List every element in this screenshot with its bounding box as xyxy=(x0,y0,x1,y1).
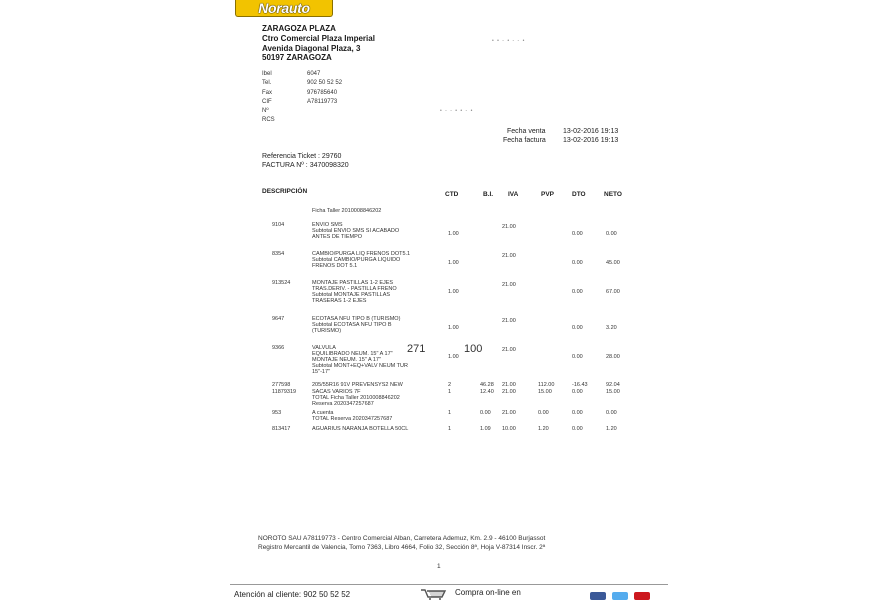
row-bi: 1.09 xyxy=(480,426,491,432)
store-info-value: A78119773 xyxy=(307,99,338,105)
row-ctd: 1.00 xyxy=(448,289,459,295)
row-code: 953 xyxy=(272,410,282,416)
row-pvp: 0.00 xyxy=(538,410,549,416)
row-code: 11879319 xyxy=(272,389,297,395)
row-description: TRAS.DERIV. - PASTILLA FRENO xyxy=(312,286,397,292)
row-iva: 21.00 xyxy=(502,389,516,395)
row-bi: 46.28 xyxy=(480,382,494,388)
redacted-text: • • ‑ • ‑ ‑ • xyxy=(492,38,526,44)
row-iva: 21.00 xyxy=(502,282,516,288)
norauto-logo xyxy=(235,0,333,17)
page-number: 1 xyxy=(437,563,441,570)
youtube-icon[interactable] xyxy=(634,592,650,600)
row-iva: 21.00 xyxy=(502,410,516,416)
store-info-value: 6047 xyxy=(307,71,321,77)
invoice-number-value: 3470098320 xyxy=(309,162,349,169)
row-description: Subtotal ECOTASA NFU TIPO B xyxy=(312,322,392,328)
header-pvp: PVP xyxy=(541,191,555,198)
header-dto: DTO xyxy=(572,191,586,198)
row-description: ECOTASA NFU TIPO B (TURISMO) xyxy=(312,316,401,322)
row-description: EQUILIBRADO NEUM. 15" A 17" xyxy=(312,351,393,357)
row-ctd: 1 xyxy=(448,410,452,416)
header-ctd: CTD xyxy=(445,191,459,198)
row-description: ANTES DE TIEMPO xyxy=(312,234,363,240)
row-dto: 0.00 xyxy=(572,354,583,360)
row-iva: 21.00 xyxy=(502,382,516,388)
store-info-label: Nº xyxy=(262,108,269,114)
row-neto: 15.00 xyxy=(606,389,620,395)
store-address-2: Avenida Diagonal Plaza, 3 xyxy=(262,44,361,53)
row-neto: 92.04 xyxy=(606,382,620,388)
invoice-date-label: Fecha factura xyxy=(503,137,546,144)
row-description: 205/55R16 91V PREVENSYS2 NEW xyxy=(312,382,403,388)
row-bi: 0.00 xyxy=(480,410,491,416)
ticket-ref-label: Referencia Ticket : xyxy=(262,153,320,160)
twitter-icon[interactable] xyxy=(612,592,628,600)
receipt-page xyxy=(215,0,667,600)
row-code: 913524 xyxy=(272,280,291,286)
row-description: 15"-17" xyxy=(312,369,330,375)
header-bi: B.I. xyxy=(483,191,494,198)
row-neto: 45.00 xyxy=(606,260,620,266)
customer-service: Atención al cliente: 902 50 52 52 xyxy=(234,590,351,599)
invoice-number xyxy=(262,162,349,170)
shop-online-text: Compra on-line en xyxy=(455,588,521,597)
redacted-text-2: • ‑ ‑ • • ‑ • xyxy=(440,108,474,114)
company-legal-1: NOROTO SAU A78119773 - Centro Comercial Alban, Carretera Ademuz, Km. 2.9 - 46100 Burjassot xyxy=(258,535,546,542)
header-description: DESCRIPCIÓN xyxy=(262,188,308,195)
row-description: TRASERAS 1-2 EJES xyxy=(312,298,367,304)
facebook-icon[interactable] xyxy=(590,592,606,600)
row-description: AGUARIUS NARANJA BOTELLA 50CL xyxy=(312,426,409,432)
row-ctd: 1 xyxy=(448,389,452,395)
row-description: Subtotal ENVIO SMS SI ACABADO xyxy=(312,228,400,234)
row-description: SACAS VARIOS 7F xyxy=(312,389,361,395)
row-code: 9366 xyxy=(272,345,285,351)
header-neto: NETO xyxy=(604,191,622,198)
row-dto: 0.00 xyxy=(572,410,583,416)
row-neto: 0.00 xyxy=(606,410,617,416)
row-dto: 0.00 xyxy=(572,426,583,432)
store-address-3: 50197 ZARAGOZA xyxy=(262,53,332,62)
row-pvp: 15.00 xyxy=(538,389,552,395)
row-dto: 0.00 xyxy=(572,260,583,266)
row-code: 9647 xyxy=(272,316,285,322)
row-ctd: 2 xyxy=(448,382,452,388)
row-code: 813417 xyxy=(272,426,291,432)
row-iva: 21.00 xyxy=(502,318,516,324)
header-iva: IVA xyxy=(508,191,519,198)
store-info-value: 902 50 52 52 xyxy=(307,80,343,86)
row-neto: 28.00 xyxy=(606,354,620,360)
row-dto: 0.00 xyxy=(572,289,583,295)
store-info-value: 976785640 xyxy=(307,90,338,96)
invoice-date-value: 13-02-2016 19:13 xyxy=(563,137,619,144)
shopping-cart-icon xyxy=(420,588,450,600)
row-ctd: 1.00 xyxy=(448,260,459,266)
overlay-number-right: 100 xyxy=(464,343,483,355)
sale-date-label: Fecha venta xyxy=(507,128,546,135)
company-legal-2: Registro Mercantil de Valencia, Tomo 7363, Libro 4664, Folio 32, Sección 8ª, Hoja V-87314 Inscr. 2ª xyxy=(258,544,546,551)
row-description: A cuenta xyxy=(312,410,334,416)
row-ctd: 1 xyxy=(448,426,452,432)
row-neto: 1.20 xyxy=(606,426,617,432)
row-description: CAMBIO/PURGA LIQ FRENOS DOT5.1 xyxy=(312,251,411,257)
logo-text: Norauto xyxy=(258,0,310,16)
row-pvp: 112.00 xyxy=(538,382,555,388)
row-neto: 0.00 xyxy=(606,231,617,237)
overlay-number-left: 271 xyxy=(407,343,426,355)
row-description: Reserva 2020347257687 xyxy=(312,401,374,407)
row-description: TOTAL Ficha Taller 2010008846202 xyxy=(312,395,400,401)
row-description: VALVULA xyxy=(312,345,336,351)
store-info-label: CIF xyxy=(262,99,272,105)
row-iva: 21.00 xyxy=(502,347,516,353)
row-description: Subtotal CAMBIO/PURGA LIQUIDO xyxy=(312,257,401,263)
row-dto: 0.00 xyxy=(572,231,583,237)
row-description: MONTAJE PASTILLAS 1-2 EJES xyxy=(312,280,394,286)
row-dto: 0.00 xyxy=(572,325,583,331)
row-description: TOTAL Reserva 2020347257687 xyxy=(312,416,393,422)
row-code: 8354 xyxy=(272,251,285,257)
store-name: ZARAGOZA PLAZA xyxy=(262,24,336,33)
store-address-1: Ctro Comercial Plaza Imperial xyxy=(262,34,375,43)
invoice-number-label: FACTURA Nº : xyxy=(262,162,308,169)
row-description: MONTAJE NEUM. 15" A 17" xyxy=(312,357,381,363)
row-description: FRENOS DOT 5.1 xyxy=(312,263,358,269)
row-ctd: 1.00 xyxy=(448,231,459,237)
sale-date-value: 13-02-2016 19:13 xyxy=(563,128,619,135)
row-ctd: 1.00 xyxy=(448,325,459,331)
row-code: 9104 xyxy=(272,222,285,228)
row-bi: 12.40 xyxy=(480,389,494,395)
store-info-label: RCS xyxy=(262,117,275,123)
ticket-ref xyxy=(262,153,341,161)
row-iva: 10.00 xyxy=(502,426,516,432)
row-description: ENVIO SMS xyxy=(312,222,343,228)
row-iva: 21.00 xyxy=(502,253,516,259)
store-info-label: Fax xyxy=(262,90,273,96)
store-info-label: Ibel xyxy=(262,71,272,77)
row-pvp: 1.20 xyxy=(538,426,549,432)
row-dto: -16.43 xyxy=(572,382,588,388)
ticket-ref-value: 29760 xyxy=(321,153,342,160)
row-description: Subtotal MONTAJE PASTILLAS xyxy=(312,292,391,298)
row-neto: 67.00 xyxy=(606,289,620,295)
row-neto: 3.20 xyxy=(606,325,617,331)
row-description: (TURISMO) xyxy=(312,328,342,334)
row-code: 277598 xyxy=(272,382,291,388)
divider xyxy=(230,584,668,585)
row-iva: 21.00 xyxy=(502,224,516,230)
row-ctd: 1.00 xyxy=(448,354,459,360)
store-info-label: Tel. xyxy=(262,80,272,86)
row-dto: 0.00 xyxy=(572,389,583,395)
taller-line: Ficha Taller 2010008846202 xyxy=(312,208,382,214)
row-description: Subtotal MONT+EQ+VALV NEUM TUR xyxy=(312,363,408,369)
